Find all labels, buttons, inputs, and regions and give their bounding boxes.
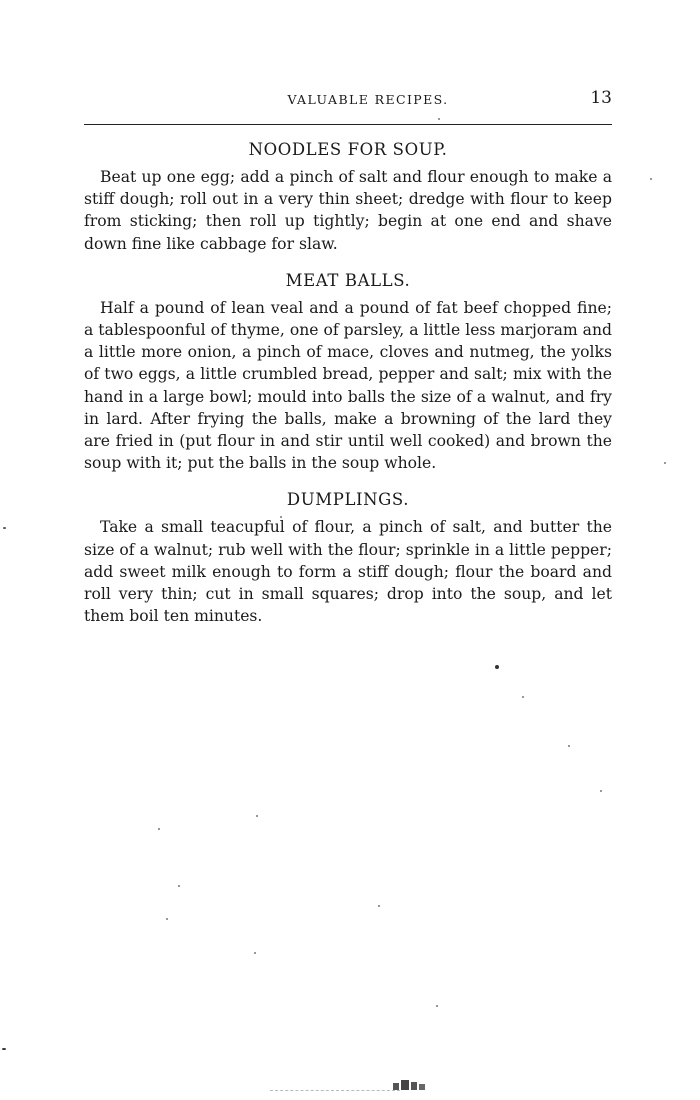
page-number: 13 — [590, 88, 612, 108]
footer-marks — [270, 1090, 400, 1091]
recipe-title: NOODLES FOR SOUP. — [248, 140, 448, 159]
recipe-body: Take a small teacupful of flour, a pinch of salt, and butter the size of a walnut; rub well with the flour; sprinkle in a little pepper; add sweet milk enough to form a stiff dough; flour the board and roll very thin; cut in small squares; drop into the soup, and let them boil ten minutes. — [84, 518, 612, 626]
recipe-body: Half a pound of lean veal and a pound of fat beef chopped fine; a tablespoonful of thyme, one of parsley, a little less marjoram and a little more onion, a pinch of mace, cloves and nutmeg, the yolks of two eggs, a little crumbled bread, pepper and salt; mix with the hand in a large bowl; mould into balls the size of a walnut, and fry in lard. After frying the balls, make a browning of the lard they are fried in (put flour in and stir until well cooked) and brown the soup with it; put the balls in the soup whole. — [84, 298, 612, 473]
recipe-body: Beat up one egg; add a pinch of salt and flour enough to make a stiff dough; roll out in a very thin sheet; dredge with flour to keep from sticking; then roll up tightly; begin at one end and shave down fine like cabbage for slaw. — [84, 168, 612, 253]
recipe-noodles-for-soup — [84, 138, 612, 255]
recipe-content — [84, 138, 612, 641]
running-head — [84, 88, 612, 112]
running-title: VALUABLE RECIPES. — [287, 92, 449, 107]
recipe-dumplings — [84, 488, 612, 627]
header-rule — [84, 124, 612, 125]
recipe-title: DUMPLINGS. — [286, 490, 410, 510]
recipe-meat-balls — [84, 269, 612, 475]
recipe-title: MEAT BALLS. — [285, 270, 411, 290]
